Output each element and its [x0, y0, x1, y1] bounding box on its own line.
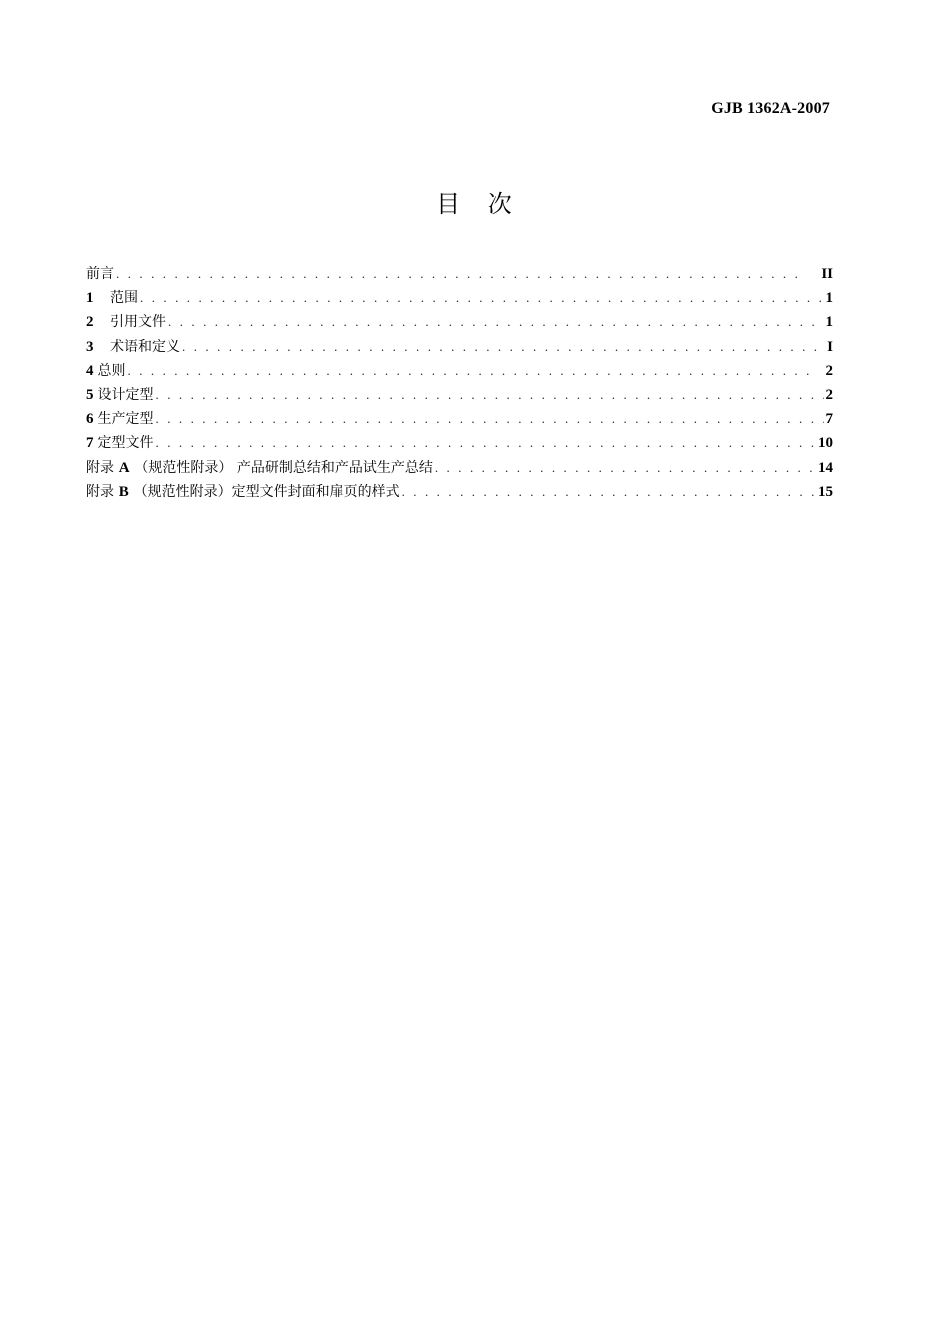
toc-entry-title: 总则	[97, 362, 126, 379]
toc-entry-references[interactable]	[86, 309, 833, 333]
toc-entry-title: 设计定型	[97, 386, 154, 403]
dot-leader	[182, 335, 825, 359]
toc-entry-label	[86, 261, 114, 286]
toc-entry-label	[86, 334, 180, 359]
toc-page-number: 14	[818, 459, 833, 476]
toc-entry-label	[86, 358, 126, 383]
toc-entry-title: （规范性附录）定型文件封面和扉页的样式	[133, 483, 400, 500]
dot-leader	[128, 359, 810, 383]
toc-entry-scope[interactable]	[86, 285, 833, 309]
toc-entry-finalization-documents[interactable]	[86, 430, 833, 454]
toc-page-number: 10	[818, 435, 833, 452]
toc-entry-title: 生产定型	[97, 411, 154, 428]
toc-entry-prefix: 附录	[86, 483, 114, 500]
toc-page-number: 1	[825, 290, 833, 307]
toc-page-number: 2	[825, 386, 833, 403]
page-title: 目 次	[436, 190, 522, 218]
toc-entry-label	[86, 285, 138, 310]
toc-entry-design-finalization[interactable]	[86, 382, 833, 406]
toc-entry-number: 2	[86, 314, 94, 331]
toc-page-number: I	[827, 338, 833, 355]
toc-entry-title: 前言	[86, 266, 114, 282]
toc-entry-label	[86, 430, 154, 455]
toc-entry-title: 定型文件	[97, 435, 154, 452]
dot-leader	[140, 286, 824, 310]
toc-entry-terms[interactable]	[86, 334, 833, 358]
toc-page-number: 1	[825, 314, 833, 331]
toc-entry-number: 5	[86, 386, 94, 403]
toc-entry-production-finalization[interactable]	[86, 406, 833, 430]
toc-entry-label	[86, 406, 154, 431]
toc-entry-appendix-a[interactable]	[86, 455, 833, 479]
toc-entry-label	[86, 309, 166, 334]
toc-entry-title: （规范性附录） 产品研制总结和产品试生产总结	[134, 459, 433, 476]
toc-entry-letter: B	[118, 483, 129, 500]
toc-entry-number: 1	[86, 290, 94, 307]
dot-leader	[156, 407, 824, 431]
dot-leader	[168, 310, 824, 334]
toc-entry-title: 范围	[110, 290, 138, 307]
toc-page-number: 2	[825, 362, 833, 379]
toc-entry-general[interactable]	[86, 358, 833, 382]
table-of-contents	[86, 261, 833, 503]
toc-entry-prefix: 附录	[86, 459, 114, 476]
toc-entry-title: 引用文件	[110, 314, 166, 331]
toc-entry-title: 术语和定义	[110, 338, 180, 355]
dot-leader	[435, 456, 816, 480]
toc-entry-label	[86, 479, 400, 504]
toc-entry-foreword[interactable]	[86, 261, 833, 285]
toc-page-number: II	[821, 266, 833, 282]
toc-entry-number: 6	[86, 411, 94, 428]
dot-leader	[402, 480, 816, 504]
dot-leader	[116, 262, 805, 286]
document-code: GJB 1362A-2007	[711, 100, 830, 117]
toc-entry-appendix-b[interactable]	[86, 479, 833, 503]
toc-entry-label	[86, 382, 154, 407]
dot-leader	[156, 383, 824, 407]
dot-leader	[156, 431, 817, 455]
toc-entry-label	[86, 455, 433, 480]
toc-entry-number: 7	[86, 435, 94, 452]
toc-entry-letter: A	[118, 459, 130, 476]
toc-entry-number: 4	[86, 362, 94, 379]
toc-page-number: 7	[825, 411, 833, 428]
toc-entry-number: 3	[86, 338, 94, 355]
toc-page-number: 15	[818, 483, 833, 500]
